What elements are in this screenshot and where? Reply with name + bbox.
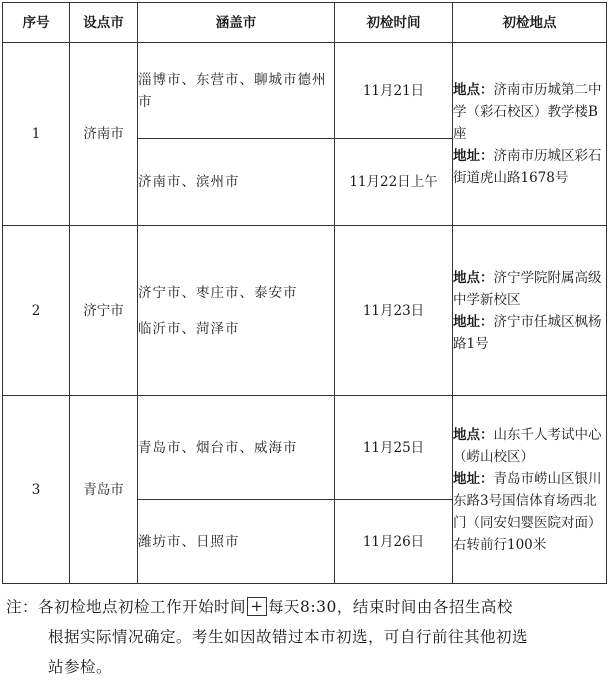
row-host-city: 济南市 <box>70 43 138 226</box>
exam-schedule-table <box>2 2 607 584</box>
footnote-line: 根据实际情况确定。考生如因故错过本市初选，可自行前往其他初选 <box>48 628 529 646</box>
table-row <box>3 396 607 500</box>
address-value: 济宁市任城区枫杨路1号 <box>453 313 602 352</box>
location-label: 地点： <box>453 82 494 98</box>
footnote-line <box>6 592 604 622</box>
row-seq: 2 <box>3 226 70 396</box>
row-check-location <box>453 43 607 226</box>
row-covered-cities: 青岛市、烟台市、威海市 <box>138 396 335 500</box>
row-host-city: 济宁市 <box>70 226 138 396</box>
row-check-time: 11月22日上午 <box>335 139 453 226</box>
row-covered-cities: 潍坊市、日照市 <box>138 500 335 584</box>
header-covered-cities: 涵盖市 <box>138 3 335 43</box>
location-value: 济宁学院附属高级中学新校区 <box>453 269 602 308</box>
plus-mark: + <box>247 597 267 616</box>
table-row <box>3 226 607 396</box>
row-check-location <box>453 226 607 396</box>
header-host-city: 设点市 <box>70 3 138 43</box>
row-host-city: 青岛市 <box>70 396 138 584</box>
location-label: 地点： <box>453 269 494 286</box>
row-covered-cities <box>138 226 335 396</box>
row-seq: 3 <box>3 396 70 584</box>
location-value: 山东千人考试中心（崂山校区） <box>453 426 602 465</box>
address-value: 青岛市崂山区银川东路3号国信体育场西北门（同安妇婴医院对面）右转前行100米 <box>453 470 602 553</box>
footnote-line: 站参检。 <box>48 658 113 676</box>
row-check-time: 11月26日 <box>335 500 453 584</box>
header-check-location: 初检地点 <box>453 3 607 43</box>
row-check-time: 11月25日 <box>335 396 453 500</box>
row-covered-cities: 济南市、滨州市 <box>138 139 335 226</box>
footnote <box>6 592 604 682</box>
address-label: 地址： <box>453 313 494 330</box>
footnote-prefix: 注：各初检地点初检工作开始时间 <box>6 598 247 616</box>
header-seq: 序号 <box>3 3 70 43</box>
address-label: 地址： <box>453 148 494 164</box>
row-seq: 1 <box>3 43 70 226</box>
footnote-line1-rest: 每天8:30，结束时间由各招生高校 <box>268 598 513 616</box>
row-covered-cities: 淄博市、东营市、聊城市德州市 <box>138 43 335 139</box>
covered-line: 临沂市、菏泽市 <box>138 320 240 337</box>
address-label: 地址： <box>453 470 494 487</box>
header-check-time: 初检时间 <box>335 3 453 43</box>
address-value: 济南市历城区彩石街道虎山路1678号 <box>453 148 602 186</box>
location-value: 济南市历城第二中学（彩石校区）教学楼B座 <box>453 82 602 142</box>
location-label: 地点： <box>453 426 494 443</box>
table-header-row <box>3 3 607 43</box>
covered-line: 济宁市、枣庄市、泰安市 <box>138 284 298 301</box>
row-check-location <box>453 396 607 584</box>
row-check-time: 11月23日 <box>335 226 453 396</box>
table-row <box>3 43 607 139</box>
row-check-time: 11月21日 <box>335 43 453 139</box>
